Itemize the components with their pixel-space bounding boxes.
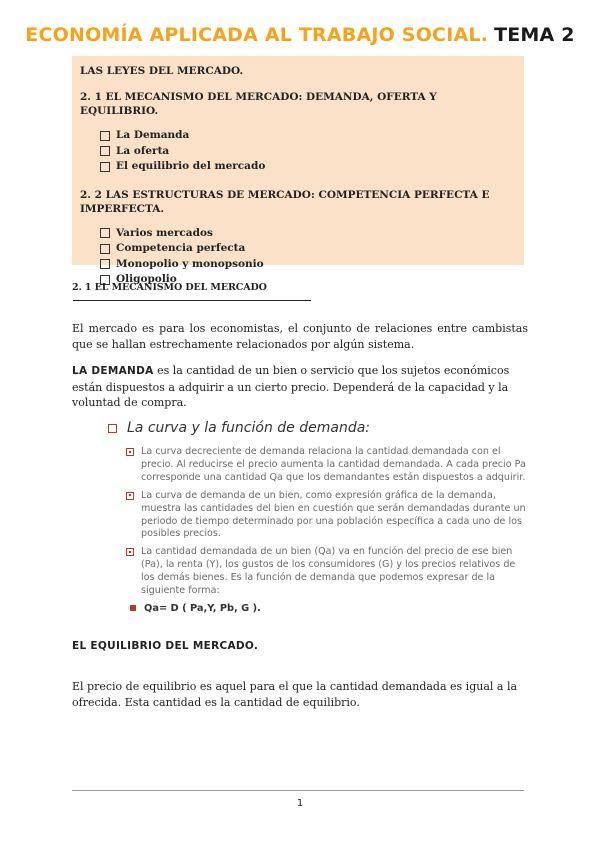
paragraph-mercado: El mercado es para los economistas, el conjunto de relaciones entre cambistas que se hallan estrechamente relacionados por algún sistema. xyxy=(72,322,528,351)
toc-item-label: La oferta xyxy=(116,144,170,157)
page-number: 1 xyxy=(296,798,304,809)
toc-heading-3: 2. 2 LAS ESTRUCTURAS DE MERCADO: COMPETENCIA PERFECTA E IMPERFECTA. xyxy=(80,188,490,215)
square-bullet-icon xyxy=(126,548,134,556)
equilibrio-heading: EL EQUILIBRIO DEL MERCADO. xyxy=(72,640,259,652)
toc-list-item xyxy=(100,144,516,160)
toc-list-item xyxy=(100,128,516,144)
slide-item-text: La cantidad demandada de un bien (Qa) va en función del precio de ese bien (Pa), la renta (Y), los gustos de los consumidores (G) y los precios relativos de los demás bienes. Es la función de demanda que podemos expresar de la siguiente forma: xyxy=(141,546,516,597)
filled-square-bullet-icon xyxy=(130,605,136,611)
slide-title-text: La curva y la función de demanda: xyxy=(127,420,370,436)
formula-text: Qa= D ( Pa,Y, Pb, G ). xyxy=(144,602,261,614)
toc-list-1 xyxy=(100,128,516,175)
toc-item-label: Competencia perfecta xyxy=(116,242,246,254)
slide-item-text: La curva de demanda de un bien, como expresión gráfica de la demanda, muestra las cantidades del bien en cuestión que serán demandadas durante un periodo de tiempo determinado por una población específica a cada uno de los posibles precios. xyxy=(141,489,526,540)
toc-item-label: Varios mercados xyxy=(116,226,213,239)
checkbox-icon xyxy=(100,162,110,172)
square-bullet-icon xyxy=(108,424,117,433)
slide-items xyxy=(126,446,528,598)
toc-item-label: El equilibrio del mercado xyxy=(116,160,266,172)
toc-list-item xyxy=(100,257,516,273)
demanda-text: es la cantidad de un bien o servicio que los sujetos económicos están dispuestos a adquirir a un cierto precio. Dependerá de la capacidad y la voluntad de compra. xyxy=(72,364,510,409)
checkbox-icon xyxy=(100,259,110,269)
toc-list-item xyxy=(100,159,516,175)
demand-function-formula xyxy=(130,603,528,614)
toc-list-2 xyxy=(100,226,516,288)
demanda-label: LA DEMANDA xyxy=(72,365,154,377)
square-bullet-icon xyxy=(126,492,134,500)
slide-item xyxy=(126,546,528,598)
title-topic: TEMA 2 xyxy=(494,24,575,46)
toc-list-item xyxy=(100,226,516,242)
table-of-contents xyxy=(72,56,524,285)
square-bullet-icon xyxy=(126,448,134,456)
slide-item xyxy=(126,446,528,485)
demand-slide xyxy=(108,420,528,614)
checkbox-icon xyxy=(100,228,110,238)
document-title xyxy=(0,24,600,46)
title-main: ECONOMÍA APLICADA AL TRABAJO SOCIAL. xyxy=(25,24,489,46)
slide-item-text: La curva decreciente de demanda relaciona la cantidad demandada con el precio. Al reducirse el precio aumenta la cantidad demandada. A cada precio Pa corresponde una cantidad Qa que los demandantes están dispuestos a adquirir. xyxy=(141,446,526,483)
toc-item-label: Monopolio y monopsonio xyxy=(116,257,264,270)
section-heading xyxy=(72,282,492,304)
toc-item-label: Oligopolio xyxy=(116,273,177,285)
footer-divider xyxy=(72,790,524,791)
slide-title xyxy=(108,420,528,436)
checkbox-icon xyxy=(100,131,110,141)
toc-list-item xyxy=(100,241,516,257)
slide-item xyxy=(126,490,528,542)
checkbox-icon xyxy=(100,146,110,156)
toc-item-label: La Demanda xyxy=(116,129,190,141)
heading-underline xyxy=(73,300,311,301)
checkbox-icon xyxy=(100,244,110,254)
section-heading-text: 2. 1 EL MECANISMO DEL MERCADO xyxy=(72,282,267,293)
paragraph-equilibrio: El precio de equilibrio es aquel para el que la cantidad demandada es igual a la ofrecida. Esta cantidad es la cantidad de equilibrio. xyxy=(72,680,518,709)
toc-heading-1: LAS LEYES DEL MERCADO. xyxy=(80,65,244,77)
toc-heading-2: 2. 1 EL MECANISMO DEL MERCADO: DEMANDA, OFERTA Y EQUILIBRIO. xyxy=(80,91,437,117)
paragraph-demanda xyxy=(72,363,528,411)
